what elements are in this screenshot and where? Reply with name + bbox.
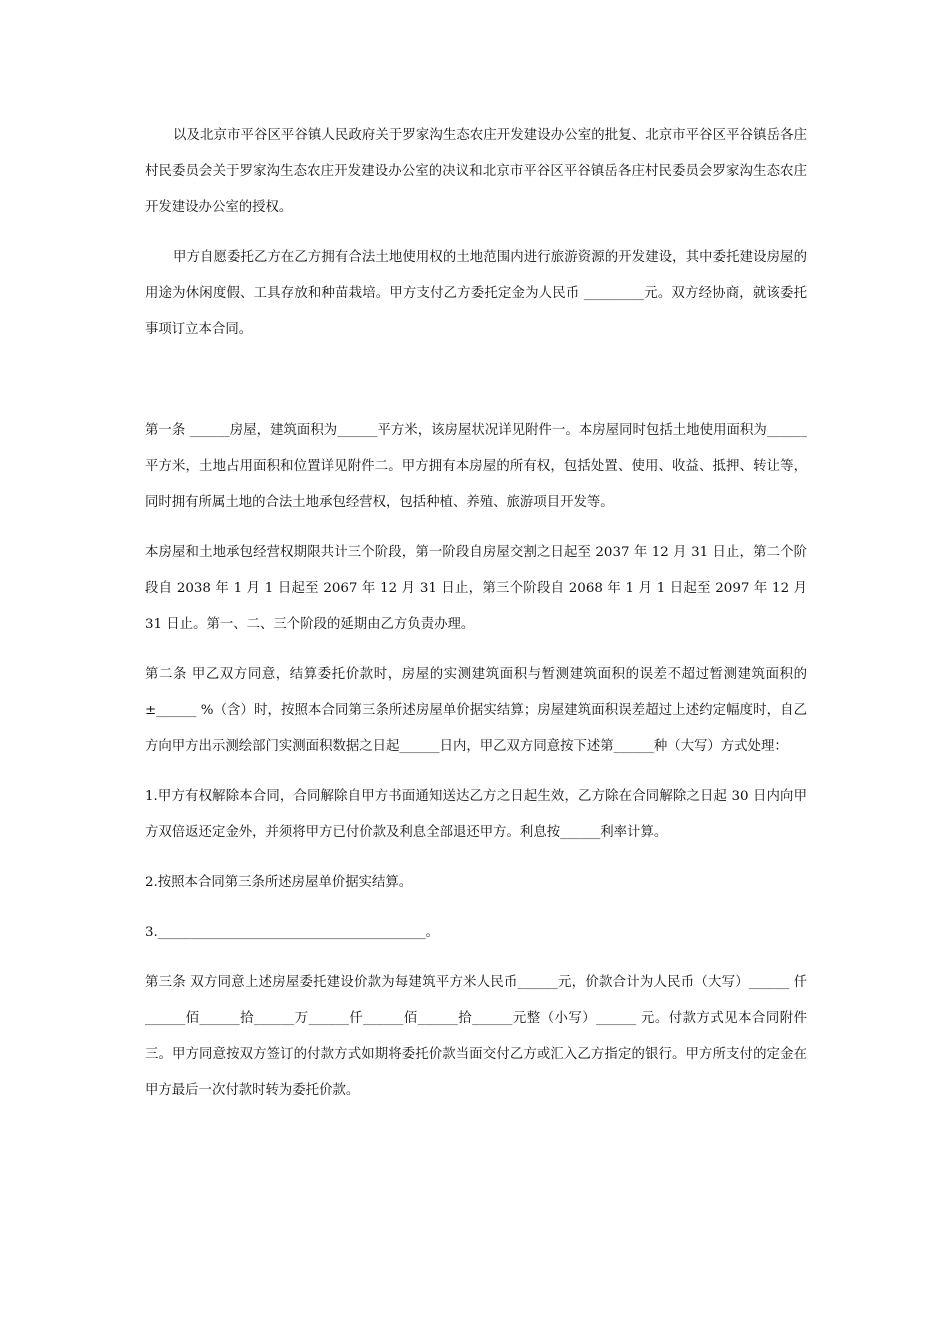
article-2-option-3: 3.________________________________________。 [145, 925, 439, 940]
article-1: 第一条 ______房屋，建筑面积为______平方米，该房屋状况详见附件一。本房屋同时包括土地使用面积为______平方米，土地占用面积和位置详见附件二。甲方拥有本房屋的所有权，包括处置、使用、收益、抵押、转让等，同时拥有所属土地的合法土地承包经营权，包括种植、养殖、旅游项目开发等。 [145, 423, 807, 510]
paragraph-entrustment: 甲方自愿委托乙方在乙方拥有合法土地使用权的土地范围内进行旅游资源的开发建设，其中委托建设房屋的用途为休闲度假、工具存放和种苗栽培。甲方支付乙方委托定金为人民币 _________元。双方经协商，就该委托事项订立本合同。 [145, 250, 807, 337]
article-2-option-2: 2.按照本合同第三条所述房屋单价据实结算。 [145, 875, 413, 890]
article-2-option-1: 1.甲方有权解除本合同，合同解除自甲方书面通知送达乙方之日起生效，乙方除在合同解除之日起 30 日内向甲方双倍返还定金外，并须将甲方已付价款及利息全部退还甲方。利息按______利率计算。 [145, 789, 807, 840]
article-2: 第二条 甲乙双方同意，结算委托价款时，房屋的实测建筑面积与暂测建筑面积的误差不超过暂测建筑面积的±______ %（含）时，按照本合同第三条所述房屋单价据实结算；房屋建筑面积误差超过上述约定幅度时，自乙方向甲方出示测绘部门实测面积数据之日起______日内，甲乙双方同意按下述第______种（大写）方式处理： [145, 667, 807, 754]
article-1-term: 本房屋和土地承包经营权期限共计三个阶段，第一阶段自房屋交割之日起至 2037 年 12 月 31 日止，第二个阶段自 2038 年 1 月 1 日起至 2067 年 12 月 31 日止，第三个阶段自 2068 年 1 月 1 日起至 2097 年 12 月 31 日止。第一、二、三个阶段的延期由乙方负责办理。 [145, 545, 807, 632]
paragraph-authorization: 以及北京市平谷区平谷镇人民政府关于罗家沟生态农庄开发建设办公室的批复、北京市平谷区平谷镇岳各庄村民委员会关于罗家沟生态农庄开发建设办公室的决议和北京市平谷区平谷镇岳各庄村民委员会罗家沟生态农庄开发建设办公室的授权。 [145, 128, 807, 215]
contract-page [145, 118, 807, 1109]
article-3: 第三条 双方同意上述房屋委托建设价款为每建筑平方米人民币______元，价款合计为人民币（大写）______ 仟______佰______拾______万______仟______佰______拾______元整（小写）______ 元。付款方式见本合同附件三。甲方同意按双方签订的付款方式如期将委托价款当面交付乙方或汇入乙方指定的银行。甲方所支付的定金在甲方最后一次付款时转为委托价款。 [145, 975, 807, 1098]
